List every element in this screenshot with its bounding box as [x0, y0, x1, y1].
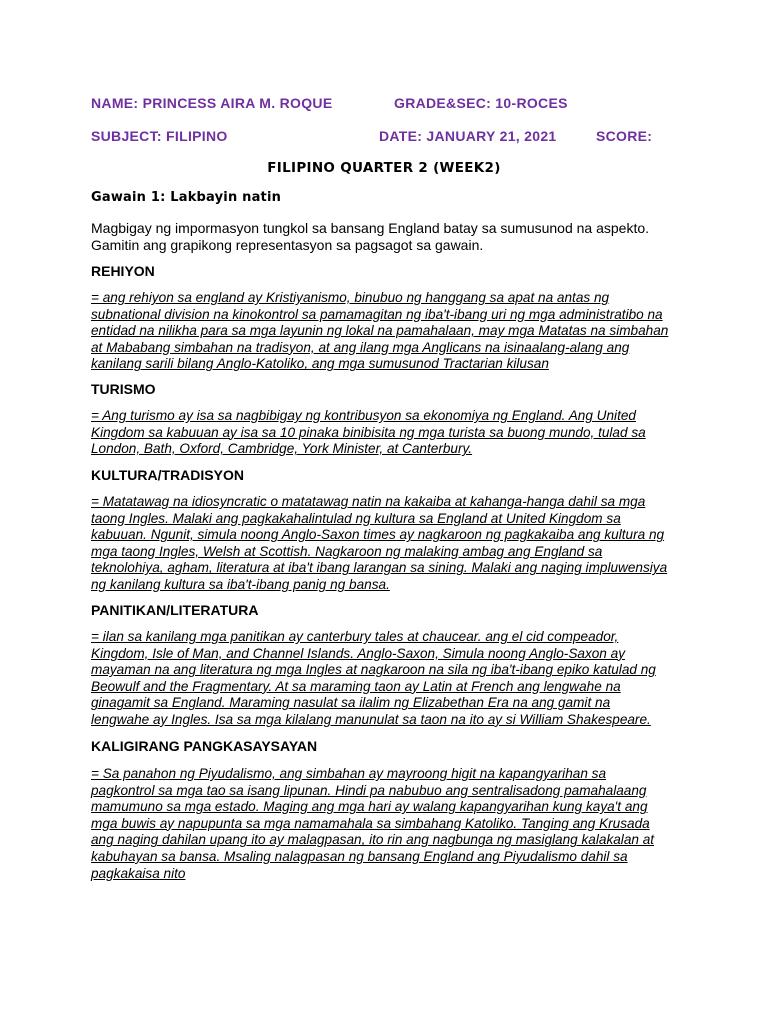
answer-line: kabuhayan sa bansa. Msaling nalagpasan ng bansang England ang Piyudalismo dahil sa — [91, 848, 628, 864]
instructions — [91, 220, 691, 254]
student-name: NAME: PRINCESS AIRA M. ROQUE — [91, 95, 333, 111]
header-row-1 — [0, 95, 768, 115]
answer-line: = ilan sa kanilang mga panitikan ay canterbury tales at chaucear. ang el cid compeador, — [91, 629, 619, 644]
date: DATE: JANUARY 21, 2021 — [379, 128, 557, 144]
score: SCORE: — [596, 128, 653, 144]
answer-line: mga taong Ingles, Welsh at Scottish. Nagkaroon ng malaking ambag ang England sa — [91, 543, 603, 559]
instruction-line: Magbigay ng impormasyon tungkol sa bansang England batay sa sumusunod na aspekto. — [91, 220, 650, 236]
page-title: FILIPINO QUARTER 2 (WEEK2) — [267, 160, 501, 176]
answer-line: mamumuno sa mga estado. Maging ang mga hari ay walang kapangyarihan kung kaya't ang — [91, 799, 648, 815]
instruction-line: Gamitin ang grapikong representasyon sa pagsagot sa gawain. — [91, 237, 484, 253]
section-heading-panitikan: PANITIKAN/LITERATURA — [91, 602, 259, 618]
answer-line: lengwahe ay Ingles. Isa sa mga kilalang manunulat sa taon na ito ay si William Shakespeare. — [91, 711, 651, 727]
answer-line: pagkakaisa nito — [91, 865, 186, 881]
answer-line: = ang rehiyon sa england ay Kristiyanismo, binubuo ng hanggang sa apat na antas ng — [91, 290, 610, 305]
answer-line: entidad na nilikha para sa mga layunin ng lokal na pamahalaan, may mga Matatas na simbahan — [91, 323, 669, 339]
answer-line: ng kanilang kultura sa iba't-ibang panig ng bansa. — [91, 576, 390, 592]
answer-line: = Matatawag na idiosyncratic o matatawag natin na kakaiba at kahanga-hanga dahil sa mga — [91, 494, 646, 509]
answer-line: mayaman na ang literatura ng mga Ingles at nagkaroon na sila ng iba't-ibang epiko katulad ng — [91, 662, 656, 678]
subject: SUBJECT: FILIPINO — [91, 128, 228, 144]
section-answer-rehiyon — [91, 290, 691, 373]
answer-line: kanilang sarili bilang Anglo-Katoliko, ang mga sumusunod Tractarian kilusan — [91, 356, 549, 372]
section-answer-kasaysayan — [91, 766, 691, 882]
section-heading-turismo: TURISMO — [91, 381, 156, 397]
header-row-2 — [0, 128, 768, 148]
answer-line: Beowulf and the Fragmentary. At sa maraming taon ay Latin at French ang lengwahe na — [91, 678, 621, 694]
answer-line: mga buwis ay napupunta sa mga namamahala sa simbahang Katoliko. Tanging ang Krusada — [91, 815, 650, 831]
answer-line: subnational division na kinokontrol sa pamamagitan ng iba't-ibang uri ng mga administratibo na — [91, 306, 663, 322]
answer-line: ginagamit sa England. Maraming nasulat sa ilalim ng Elizabethan Era na ang gamit na — [91, 695, 611, 711]
section-answer-turismo — [91, 408, 691, 458]
answer-line: = Sa panahon ng Piyudalismo, ang simbahan ay mayroong higit na kapangyarihan sa — [91, 766, 607, 781]
answer-line: kabuuan. Ngunit, simula noong Anglo-Saxon times ay nagkaroon ng pagkakaiba ang kultura ng — [91, 527, 665, 543]
answer-line: at Mababang simbahan na tradisyon, at ang ilang mga Anglicans na isinaalang-alang ang — [91, 339, 630, 355]
section-heading-kasaysayan: KALIGIRANG PANGKASAYSAYAN — [91, 738, 318, 754]
answer-line: Kingdom, Isle of Man, and Channel Islands. Anglo-Saxon, Simula noong Anglo-Saxon ay — [91, 645, 626, 661]
section-answer-panitikan — [91, 629, 691, 729]
answer-line: pagkontrol sa mga tao sa isang lipunan. Hindi pa nabubuo ang sentralisadong pamahalaang — [91, 782, 647, 798]
section-heading-kultura: KULTURA/TRADISYON — [91, 467, 244, 483]
task-title: Gawain 1: Lakbayin natin — [91, 190, 282, 205]
answer-line: teknolohiya, agham, literatura at iba't ibang larangan sa sining. Malaki ang naging impluwensiya — [91, 560, 668, 576]
answer-line: ang naging dahilan upang ito ay malagpasan, ito rin ang nagbunga ng masiglang kalakalan at — [91, 832, 655, 848]
section-answer-kultura — [91, 494, 691, 594]
answer-line: = Ang turismo ay isa sa nagbibigay ng kontribusyon sa ekonomiya ng England. Ang United — [91, 408, 636, 423]
grade-section: GRADE&SEC: 10-ROCES — [394, 95, 568, 111]
answer-line: Kingdom sa kabuuan ay isa sa 10 pinaka binibisita ng mga turista sa buong mundo, tulad sa — [91, 424, 646, 440]
section-heading-rehiyon: REHIYON — [91, 263, 155, 279]
answer-line: London, Bath, Oxford, Cambridge, York Minister, at Canterbury. — [91, 441, 473, 457]
answer-line: taong Ingles. Malaki ang pagkakahalintulad ng kultura sa England at United Kingdom sa — [91, 510, 621, 526]
